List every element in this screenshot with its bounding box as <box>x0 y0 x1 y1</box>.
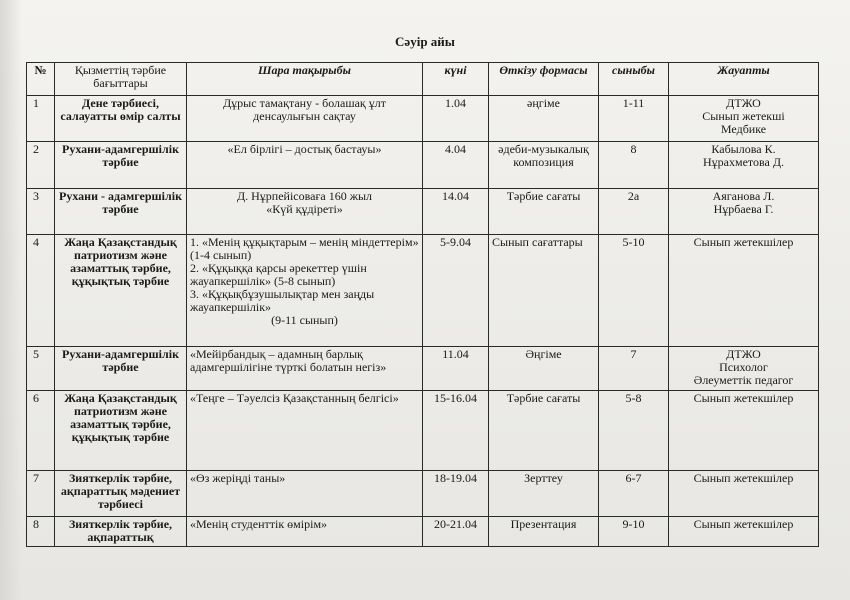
row-date: 1.04 <box>423 96 489 142</box>
row-responsible <box>669 391 819 471</box>
row-responsible <box>669 142 819 189</box>
row-date: 5-9.04 <box>423 235 489 347</box>
topic-line: (9-11 сынып) <box>271 313 338 327</box>
table-row <box>27 517 819 547</box>
responsible-line: Кабылова К. <box>711 142 776 156</box>
topic-line: «Күй құдіреті» <box>266 202 343 216</box>
row-grade: 9-10 <box>599 517 669 547</box>
row-date: 11.04 <box>423 347 489 391</box>
row-date: 14.04 <box>423 189 489 235</box>
table-row <box>27 235 819 347</box>
responsible-line: Медбике <box>720 122 767 136</box>
row-direction: Рухани-адамгершілік тәрбие <box>55 142 187 189</box>
row-topic: «Менің студенттік өмірім» <box>187 517 423 547</box>
row-responsible <box>669 347 819 391</box>
responsible-line: Сынып жетекші <box>702 109 785 123</box>
row-form: Презентация <box>489 517 599 547</box>
row-direction: Жаңа Қазақстандық патриотизм және азаматтық тәрбие, құқықтық тәрбие <box>55 235 187 347</box>
row-form: әдеби-музыкалық композиция <box>489 142 599 189</box>
row-grade: 5-10 <box>599 235 669 347</box>
responsible-line: Әлеуметтік педагог <box>693 373 794 387</box>
header-topic: Шара тақырыбы <box>187 63 423 96</box>
row-grade: 5-8 <box>599 391 669 471</box>
responsible-line: ДТЖО <box>726 347 761 361</box>
row-topic <box>187 189 423 235</box>
row-responsible <box>669 96 819 142</box>
row-topic: «Өз жеріңді таны» <box>187 471 423 517</box>
row-topic: «Теңге – Тәуелсіз Қазақстанның белгісі» <box>187 391 423 471</box>
events-table <box>26 62 819 547</box>
row-num: 3 <box>27 189 55 235</box>
topic-line: Д. Нұрпейісоваға 160 жыл <box>236 189 373 203</box>
row-form: Зерттеу <box>489 471 599 517</box>
table-row <box>27 96 819 142</box>
row-responsible <box>669 517 819 547</box>
responsible-line: Сынып жетекшілер <box>693 391 794 405</box>
row-date: 20-21.04 <box>423 517 489 547</box>
row-topic: «Ел бірлігі – достық бастауы» <box>187 142 423 189</box>
row-grade: 8 <box>599 142 669 189</box>
table-row <box>27 347 819 391</box>
header-num: № <box>27 63 55 96</box>
row-form: Әңгіме <box>489 347 599 391</box>
row-direction: Жаңа Қазақстандық патриотизм және азаматтық тәрбие, құқықтық тәрбие <box>55 391 187 471</box>
row-topic: «Мейірбандық – адамның барлық адамгершілігіне түрткі болатын негіз» <box>187 347 423 391</box>
row-responsible <box>669 189 819 235</box>
row-num: 6 <box>27 391 55 471</box>
table-row <box>27 391 819 471</box>
row-direction: Дене тәрбиесі, салауатты өмір салты <box>55 96 187 142</box>
row-num: 4 <box>27 235 55 347</box>
row-direction: Рухани-адамгершілік тәрбие <box>55 347 187 391</box>
table-row <box>27 189 819 235</box>
page-title: Сәуір айы <box>395 34 455 49</box>
header-form: Өткізу формасы <box>489 63 599 96</box>
row-num: 1 <box>27 96 55 142</box>
row-form: Сынып сағаттары <box>489 235 599 347</box>
responsible-line: Нұрбаева Г. <box>713 202 774 216</box>
responsible-line: Сынып жетекшілер <box>693 517 794 531</box>
header-responsible: Жауапты <box>669 63 819 96</box>
row-num: 7 <box>27 471 55 517</box>
row-responsible <box>669 235 819 347</box>
row-grade: 6-7 <box>599 471 669 517</box>
row-num: 5 <box>27 347 55 391</box>
row-form: Тәрбие сағаты <box>489 391 599 471</box>
row-date: 15-16.04 <box>423 391 489 471</box>
header-direction: Қызметтің тәрбие бағыттары <box>55 63 187 96</box>
row-direction: Зияткерлік тәрбие, ақпараттық мәдениет тәрбиесі <box>55 471 187 517</box>
responsible-line: Сынып жетекшілер <box>693 235 794 249</box>
row-grade: 1-11 <box>599 96 669 142</box>
responsible-line: Психолог <box>719 360 768 374</box>
table-row <box>27 471 819 517</box>
topic-line: 2. «Құқыққа қарсы әрекеттер үшін жауапкершілік» (5-8 сынып) <box>190 261 367 288</box>
page-shadow <box>0 0 22 600</box>
row-grade: 2а <box>599 189 669 235</box>
responsible-line: Нұрахметова Д. <box>702 155 785 169</box>
table-row <box>27 142 819 189</box>
row-num: 2 <box>27 142 55 189</box>
row-date: 18-19.04 <box>423 471 489 517</box>
responsible-line: ДТЖО <box>726 96 761 110</box>
row-form: әңгіме <box>489 96 599 142</box>
table-header-row <box>27 63 819 96</box>
row-date: 4.04 <box>423 142 489 189</box>
row-num: 8 <box>27 517 55 547</box>
header-grade: сыныбы <box>599 63 669 96</box>
header-date: күні <box>423 63 489 96</box>
row-topic: Дұрыс тамақтану - болашақ ұлт денсаулығын сақтау <box>187 96 423 142</box>
topic-line: 3. «Құқықбұзушылықтар мен заңды жауапкершілік» <box>190 287 375 314</box>
row-form: Тәрбие сағаты <box>489 189 599 235</box>
row-direction: Зияткерлік тәрбие, ақпараттық <box>55 517 187 547</box>
row-grade: 7 <box>599 347 669 391</box>
responsible-line: Аяганова Л. <box>712 189 775 203</box>
topic-line: 1. «Менің құқықтарым – менің міндеттерім» (1-4 сынып) <box>190 235 419 262</box>
row-direction: Рухани - адамгершілік тәрбие <box>55 189 187 235</box>
row-responsible <box>669 471 819 517</box>
row-topic <box>187 235 423 347</box>
responsible-line: Сынып жетекшілер <box>693 471 794 485</box>
